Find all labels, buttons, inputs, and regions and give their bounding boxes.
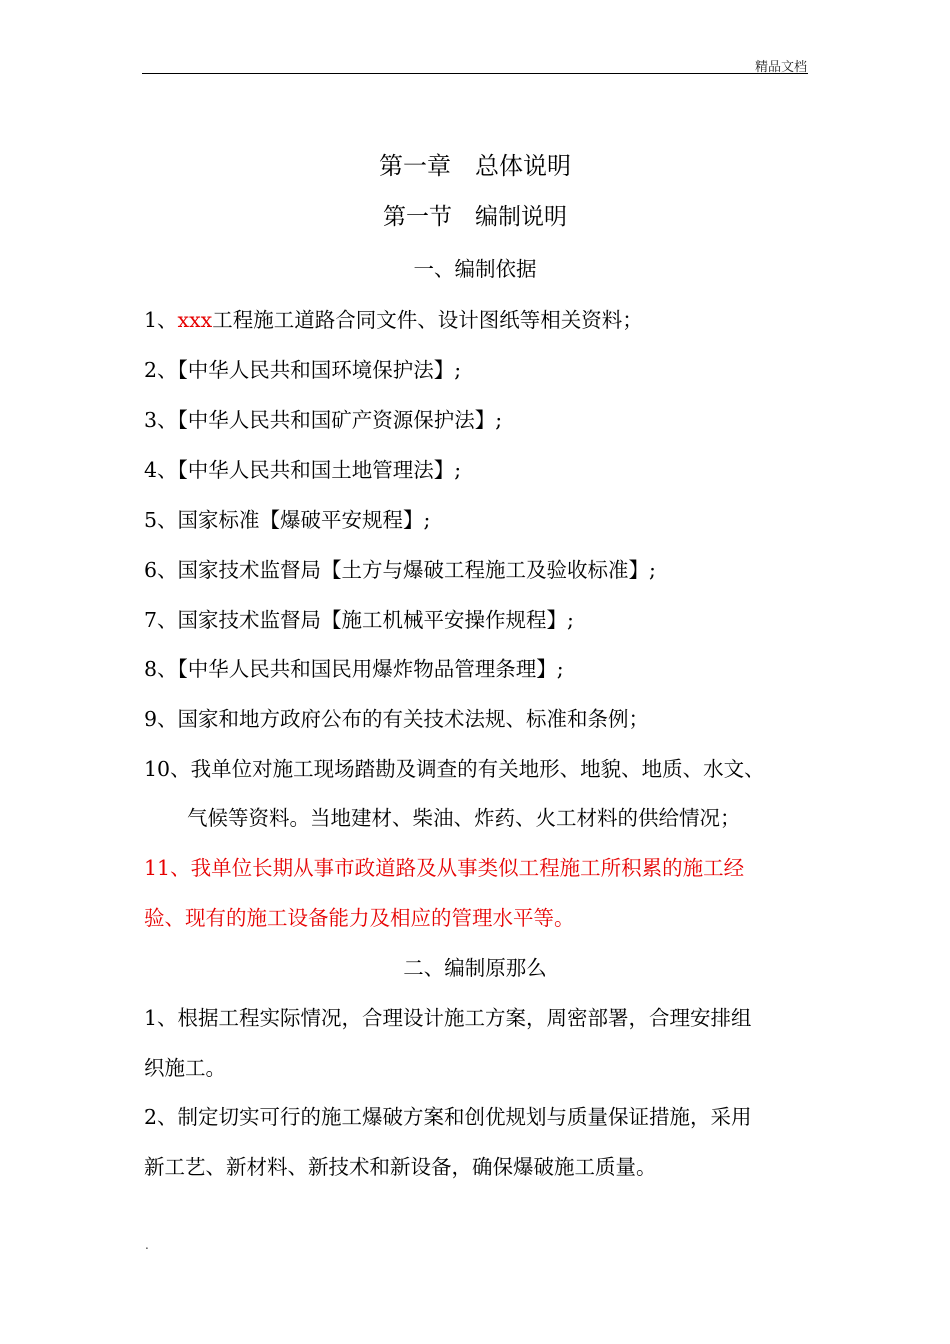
- list-item: [144, 457, 808, 484]
- placeholder-highlight: xxx: [177, 308, 213, 332]
- item-number: 3、: [144, 408, 178, 432]
- item-text: 【中华人民共和国环境保护法】;: [177, 358, 462, 382]
- page-header-text: 精品文档: [754, 60, 807, 75]
- item-text: 国家技术监督局【施工机械平安操作规程】;: [177, 608, 574, 632]
- item-number: 1、: [144, 308, 178, 332]
- list-item: [144, 706, 808, 733]
- list-item-continuation: 验、现有的施工设备能力及相应的管理水平等。: [144, 906, 575, 930]
- list-item: [144, 607, 808, 634]
- list-item: [144, 1104, 808, 1131]
- item-text-line1: 制定切实可行的施工爆破方案和创优规划与质量保证措施，采用: [177, 1105, 752, 1129]
- list-item: [144, 307, 808, 334]
- list-item: [144, 357, 808, 384]
- list-item-emphasis: [144, 855, 808, 882]
- item-text-line1: 我单位对施工现场踏勘及调查的有关地形、地貌、地质、水文、: [190, 757, 765, 781]
- item-number: 9、: [144, 707, 178, 731]
- list-item: [144, 407, 808, 434]
- item-number: 10、: [144, 757, 191, 781]
- item-number: 8、: [144, 657, 178, 681]
- list-item: [144, 557, 808, 584]
- item-text: 国家和地方政府公布的有关技术法规、标准和条例；: [177, 707, 650, 731]
- subsection-heading-basis: 一、编制依据: [413, 257, 537, 281]
- list-item-continuation: 织施工。: [144, 1056, 226, 1080]
- list-item-continuation: 气候等资料。当地建材、柴油、炸药、火工材料的供给情况；: [187, 806, 741, 830]
- section-title: 第一节 编制说明: [383, 204, 567, 230]
- item-number: 6、: [144, 558, 178, 582]
- item-text: 工程施工道路合同文件、设计图纸等相关资料；: [212, 308, 643, 332]
- chapter-title: 第一章 总体说明: [379, 152, 571, 180]
- item-number: 2、: [144, 1105, 178, 1129]
- list-item-continuation: 新工艺、新材料、新技术和新设备，确保爆破施工质量。: [144, 1155, 657, 1179]
- footer-mark: .: [145, 1238, 149, 1252]
- item-number: 11、: [144, 856, 191, 880]
- item-number: 7、: [144, 608, 178, 632]
- item-text: 【中华人民共和国矿产资源保护法】;: [177, 408, 503, 432]
- list-item: [144, 1005, 808, 1032]
- item-number: 4、: [144, 458, 178, 482]
- item-text: 【中华人民共和国民用爆炸物品管理条理】;: [177, 657, 564, 681]
- item-text: 国家标准【爆破平安规程】;: [177, 508, 431, 532]
- item-number: 2、: [144, 358, 178, 382]
- item-number: 1、: [144, 1006, 178, 1030]
- item-number: 5、: [144, 508, 178, 532]
- list-item: [144, 756, 808, 783]
- item-text-line1: 我单位长期从事市政道路及从事类似工程施工所积累的施工经: [190, 856, 745, 880]
- subsection-heading-principles: 二、编制原那么: [403, 956, 547, 980]
- item-text: 国家技术监督局【土方与爆破工程施工及验收标准】;: [177, 558, 656, 582]
- header-divider: [142, 73, 808, 74]
- list-item: [144, 507, 808, 534]
- item-text: 【中华人民共和国土地管理法】;: [177, 458, 462, 482]
- list-item: [144, 656, 808, 683]
- item-text-line1: 根据工程实际情况，合理设计施工方案，周密部署，合理安排组: [177, 1006, 752, 1030]
